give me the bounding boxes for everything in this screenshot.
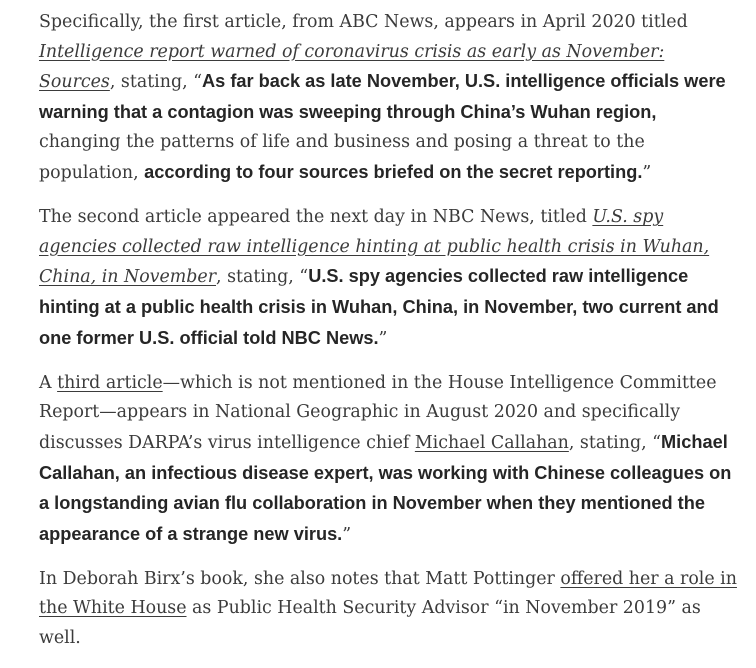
article-body — [39, 8, 739, 668]
text: as Public Health Security Advisor “in November 2019” as well. — [39, 598, 701, 649]
text: A — [39, 372, 58, 393]
paragraph-abc-news — [39, 8, 739, 189]
michael-callahan-link[interactable]: Michael Callahan — [414, 432, 569, 453]
abc-news-article-link[interactable]: Intelligence report warned of coronavirus crisis as early as November: Sources — [39, 41, 665, 93]
white-house-role-link[interactable]: offered her a role in the White House — [39, 568, 737, 619]
text: , stating, “ — [216, 267, 309, 288]
quote-bold: As far back as late November, U.S. intelligence officials were warning that a contagion was sweeping through China’s Wuhan region, — [39, 71, 726, 122]
paragraph-nbc-news — [39, 203, 739, 354]
text: Specifically, the first article, from ABC News, appears in April 2020 titled — [39, 12, 688, 32]
quote-bold: Michael Callahan, an infectious disease expert, was working with Chinese colleagues on a longstanding avian flu collaboration in November when they mentioned the appearance of a strange new virus. — [39, 431, 732, 544]
text: ” — [378, 328, 388, 349]
third-article-link[interactable]: third article — [57, 372, 163, 393]
text: —which is not mentioned in the House Intelligence Committee Report—appears in National Geographic in August 2020 and specifically discusses DARPA’s virus intelligence chief — [39, 372, 717, 453]
text: In Deborah Birx’s book, she also notes that Matt Pottinger — [39, 568, 561, 589]
text: changing the patterns of life and business and posing a threat to the population, — [39, 132, 645, 183]
quote-bold: U.S. spy agencies collected raw intelligence hinting at a public health crisis in Wuhan, China, in November, two current and one former U.S. official told NBC News. — [39, 266, 719, 348]
text: , stating, “ — [109, 72, 203, 93]
text: ” — [642, 162, 652, 183]
paragraph-national-geographic — [39, 369, 739, 551]
nbc-news-article-link[interactable]: U.S. spy agencies collected raw intelligence hinting at public health crisis in Wuhan, China, in November — [39, 207, 710, 288]
text: ” — [342, 524, 352, 545]
paragraph-birx-book — [39, 565, 739, 654]
text: , stating, “ — [568, 432, 662, 453]
quote-bold: according to four sources briefed on the secret reporting. — [144, 161, 643, 182]
text: The second article appeared the next day in NBC News, titled — [39, 207, 593, 228]
